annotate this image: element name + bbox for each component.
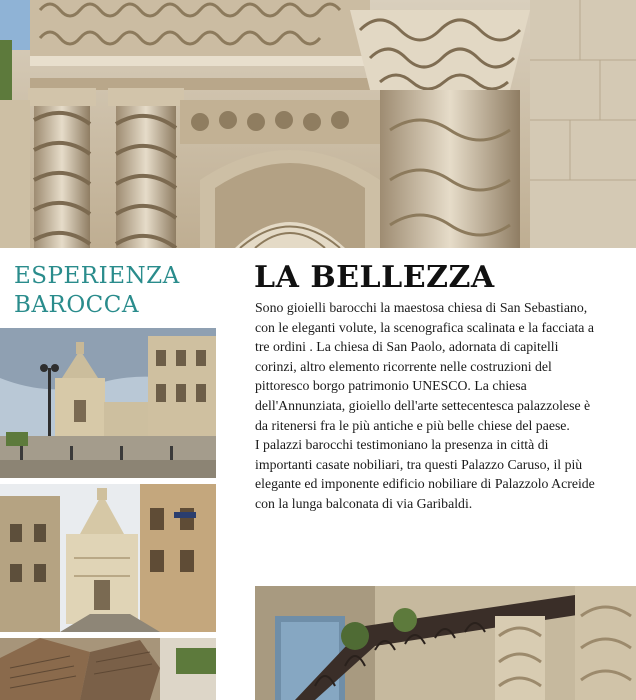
hero-facade-photo	[0, 0, 636, 248]
article-paragraph-2: I palazzi barocchi testimoniano la presenza in città di importanti casate nobiliari, tra questi Palazzo Caruso, il più elegante ed imponente edificio nobiliare di Palazzolo Acreide con la lunga balconata di via Garibaldi.	[255, 437, 595, 511]
balcony-photo	[255, 586, 636, 700]
sidebar-heading-line1: ESPERIENZA	[14, 263, 180, 289]
article-body	[255, 298, 601, 514]
rooftops-photo	[0, 638, 216, 700]
piazza-church-photo	[0, 328, 216, 478]
article-paragraph-1: Sono gioielli barocchi la maestosa chiesa di San Sebastiano, con le eleganti volute, la scenografica scalinata e la facciata a tre ordini . La chiesa di San Paolo, adornata di capitelli corinzi, altro elemento ricorrente nelle costruzioni del pittoresco borgo patrimonio UNESCO. La chiesa dell'Annunziata, gioiello dell'arte settecentesca palazzolese è da ritenersi fra le più antiche e più belle chiese del paese.	[255, 300, 594, 433]
sidebar-heading	[14, 262, 224, 320]
sidebar-heading-line2: BAROCCA	[14, 292, 139, 318]
street-church-photo	[0, 484, 216, 632]
article-title: LA BELLEZZA	[254, 260, 495, 295]
